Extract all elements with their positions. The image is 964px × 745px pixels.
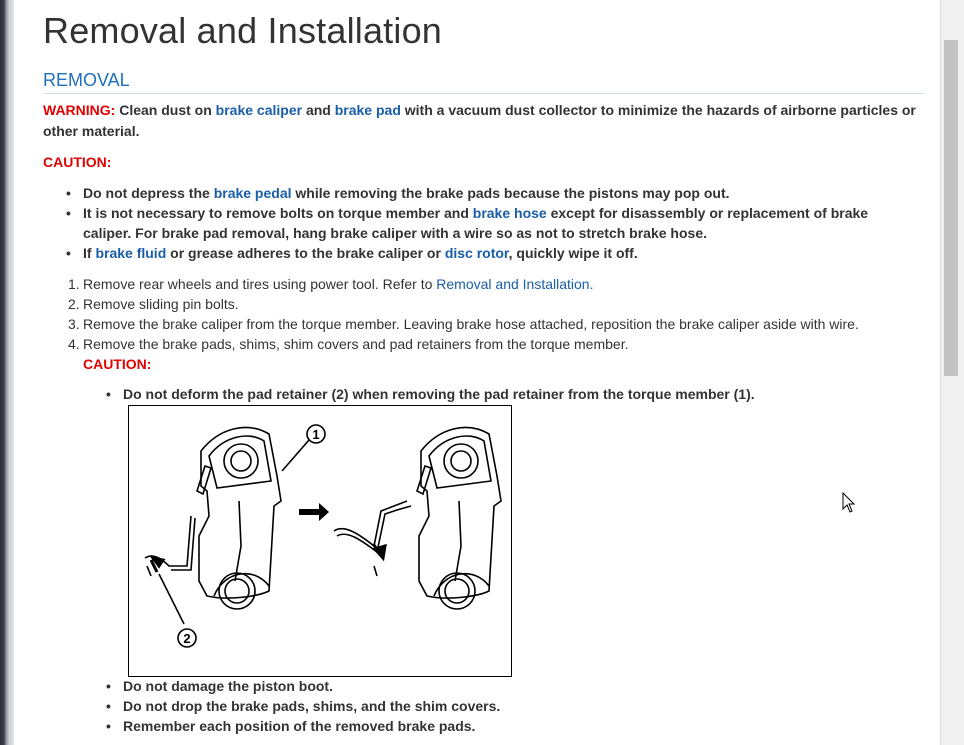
step4-caution-item: • Do not drop the brake pads, shims, and the shim covers. — [83, 696, 923, 716]
step-text: Remove rear wheels and tires using power tool. Refer to — [83, 276, 437, 292]
step-item — [43, 334, 929, 354]
warning-label: WARNING: — [43, 102, 116, 118]
caution-text: Do not depress the — [83, 185, 214, 201]
step-number: 1. — [68, 276, 80, 292]
callout-label-1: 1 — [312, 427, 320, 442]
vertical-scrollbar[interactable] — [940, 0, 964, 745]
caution-list — [43, 183, 913, 263]
step-item — [43, 274, 929, 294]
step-item — [43, 294, 929, 314]
step-item — [43, 314, 929, 334]
window-left-edge — [0, 0, 14, 745]
pad-retainer-figure — [128, 405, 512, 677]
caution-text: , quickly wipe it off. — [508, 245, 638, 261]
step4-caution-list-rest — [83, 676, 923, 736]
caution-item — [43, 183, 913, 203]
step4-caution-item: • Do not deform the pad retainer (2) when removing the pad retainer from the torque member (1). — [83, 384, 923, 404]
step-text: Remove sliding pin bolts. — [83, 296, 239, 312]
caution-text: except for disassembly or replacement of brake caliper. For brake pad removal, hang brake caliper with a wire so as not to stretch brake hose. — [83, 205, 869, 241]
step-number: 3. — [68, 316, 80, 332]
link-brake-pedal[interactable]: brake pedal — [213, 185, 292, 201]
mouse-pointer-icon — [842, 492, 856, 514]
step-number: 2. — [68, 296, 80, 312]
link-disc-rotor[interactable]: disc rotor — [444, 245, 509, 261]
link-removal-installation[interactable]: Removal and Installation. — [436, 276, 594, 292]
warning-text: Clean dust on — [115, 102, 216, 118]
document-page — [14, 0, 940, 745]
caution-text: If — [83, 245, 96, 261]
caution-item — [43, 203, 913, 243]
link-brake-pad[interactable]: brake pad — [334, 102, 401, 118]
link-brake-fluid[interactable]: brake fluid — [95, 245, 167, 261]
caution-text: It is not necessary to remove bolts on torque member and — [83, 205, 473, 221]
link-brake-caliper[interactable]: brake caliper — [215, 102, 303, 118]
warning-paragraph — [43, 100, 925, 142]
caution-text: or grease adheres to the brake caliper or — [166, 245, 445, 261]
warning-text: with a vacuum dust collector to minimize the hazards of airborne particles or other material. — [43, 102, 916, 139]
callout-label-2: 2 — [183, 631, 191, 646]
scrollbar-thumb[interactable] — [944, 40, 958, 376]
pad-retainer-illustration — [129, 406, 511, 676]
procedure-steps — [43, 274, 929, 354]
step-text: Remove the brake pads, shims, shim covers and pad retainers from the torque member. — [83, 336, 629, 352]
step4-caution-list-first — [83, 384, 923, 404]
page-title: Removal and Installation — [43, 10, 443, 51]
caution-item — [43, 243, 913, 263]
step4-caution-label: CAUTION: — [83, 356, 152, 372]
caution-text: while removing the brake pads because the pistons may pop out. — [291, 185, 730, 201]
link-brake-hose[interactable]: brake hose — [472, 205, 547, 221]
caution-label: CAUTION: — [43, 154, 112, 170]
step4-caution-item: • Remember each position of the removed brake pads. — [83, 716, 923, 736]
step-text: Remove the brake caliper from the torque member. Leaving brake hose attached, reposition the brake caliper aside with wire. — [83, 316, 859, 332]
step-number: 4. — [68, 336, 80, 352]
warning-text: and — [302, 102, 335, 118]
section-heading: REMOVAL — [43, 70, 925, 94]
step4-caution-item: • Do not damage the piston boot. — [83, 676, 923, 696]
